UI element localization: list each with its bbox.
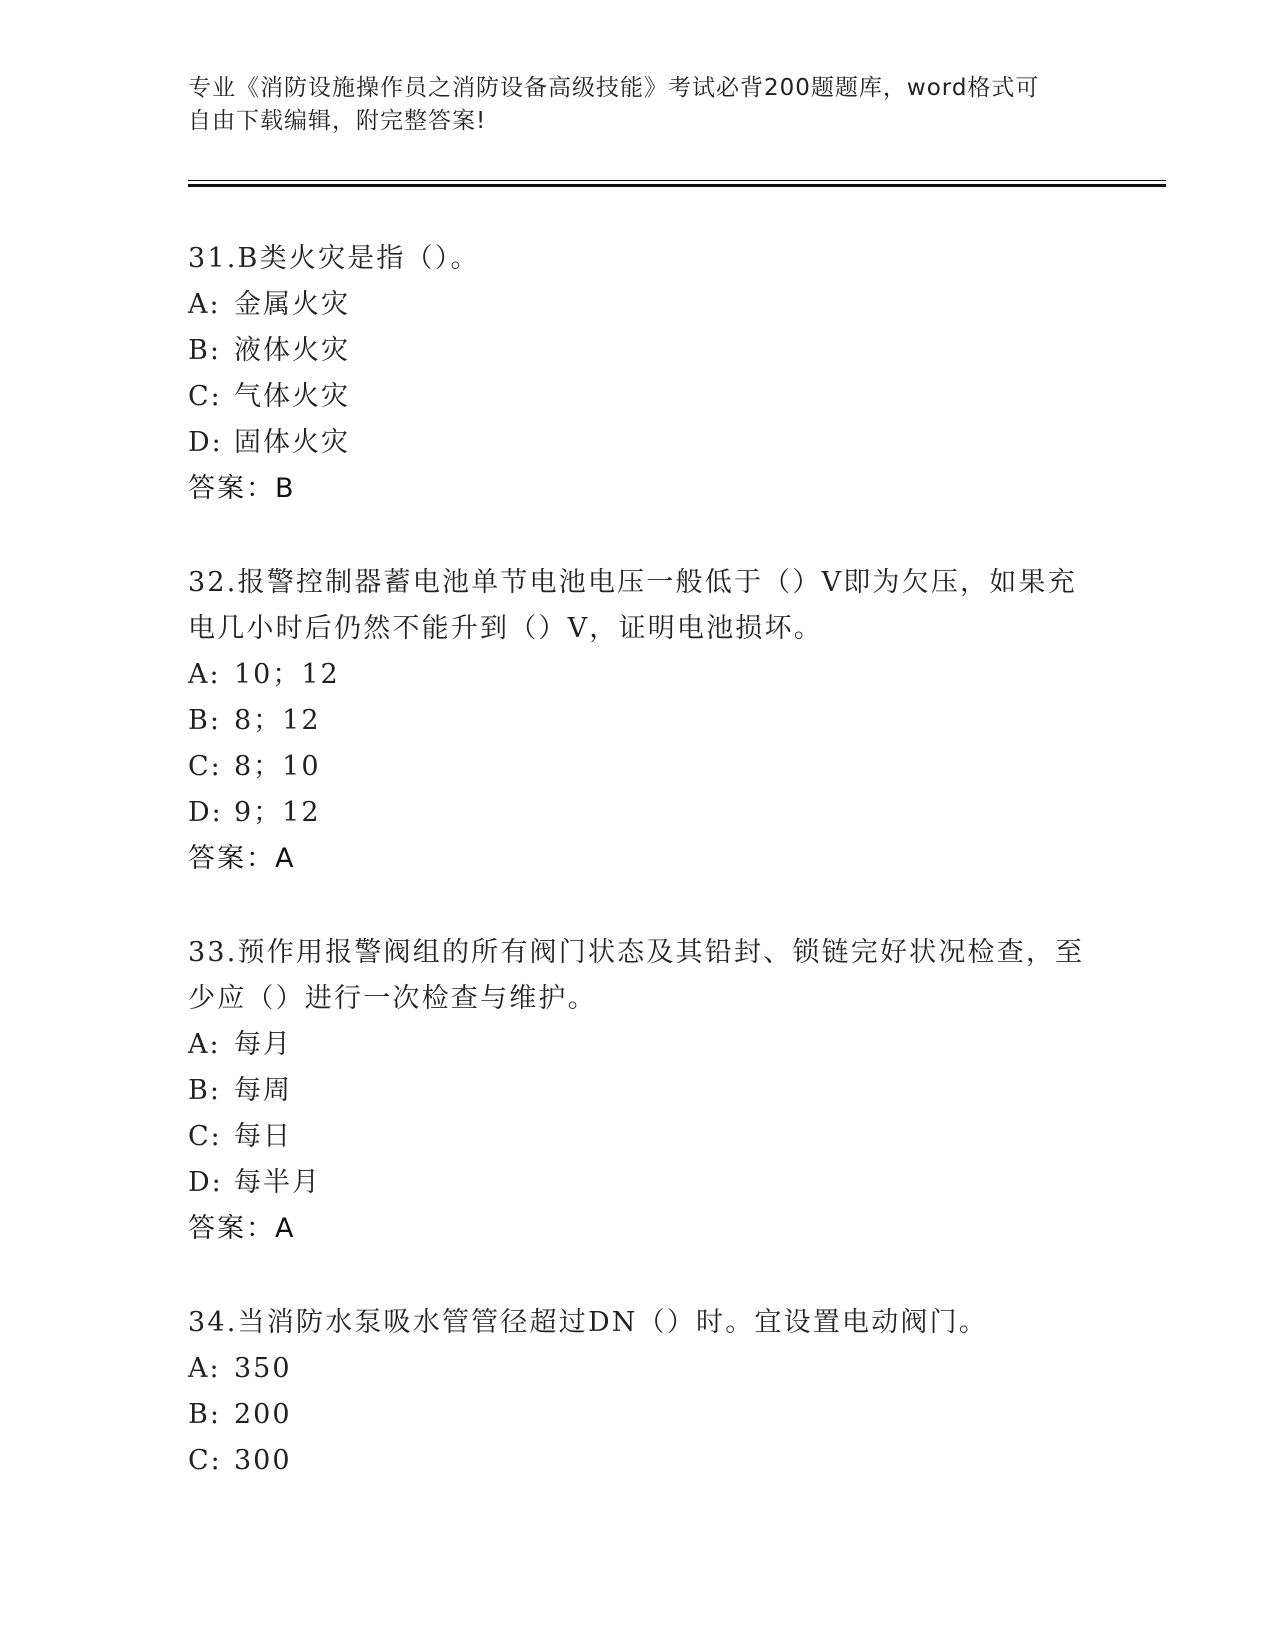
question-31 [188, 236, 1108, 512]
option-text: 200 [234, 1399, 292, 1430]
option-text: 300 [234, 1445, 292, 1476]
option-c [188, 744, 1108, 790]
option-a [188, 652, 1108, 698]
option-text: 金属火灾 [234, 289, 350, 320]
question-34 [188, 1300, 1108, 1484]
option-b [188, 1392, 1108, 1438]
answer-line: 答案：B [188, 473, 296, 504]
header-divider-thick [188, 184, 1166, 187]
option-c [188, 374, 1108, 420]
question-32 [188, 560, 1108, 882]
question-33 [188, 930, 1108, 1252]
question-stem: 33.预作用报警阀组的所有阀门状态及其铅封、锁链完好状况检查，至 [188, 937, 1085, 968]
option-key: C: [188, 381, 222, 412]
option-text: 8；12 [234, 705, 321, 736]
answer-line: 答案：A [188, 843, 296, 874]
option-a [188, 1022, 1108, 1068]
option-c [188, 1114, 1108, 1160]
question-stem-continued: 少应（）进行一次检查与维护。 [188, 983, 597, 1014]
option-key: C: [188, 1121, 222, 1152]
header-line-2: 自由下载编辑，附完整答案! [188, 108, 487, 134]
option-text: 9；12 [234, 797, 321, 828]
question-stem: 34.当消防水泵吸水管管径超过DN（）时。宜设置电动阀门。 [188, 1307, 989, 1338]
question-list [188, 236, 1108, 1532]
option-key: A: [188, 659, 221, 690]
option-d [188, 420, 1108, 466]
question-stem-continued: 电几小时后仍然不能升到（）V，证明电池损坏。 [188, 613, 823, 644]
option-text: 固体火灾 [234, 427, 350, 458]
option-text: 每周 [234, 1075, 292, 1106]
question-stem: 32.报警控制器蓄电池单节电池电压一般低于（）V即为欠压，如果充 [188, 567, 1077, 598]
option-text: 每月 [234, 1029, 292, 1060]
option-text: 每日 [234, 1121, 292, 1152]
document-header [188, 72, 1088, 138]
option-key: B: [188, 335, 221, 366]
option-b [188, 698, 1108, 744]
header-line-1: 专业《消防设施操作员之消防设备高级技能》考试必背200题题库，word格式可 [188, 75, 1040, 101]
option-text: 气体火灾 [234, 381, 350, 412]
option-key: A: [188, 1029, 221, 1060]
option-key: D: [188, 427, 223, 458]
option-key: B: [188, 1075, 221, 1106]
question-stem: 31.B类火灾是指（）。 [188, 243, 480, 274]
option-key: C: [188, 1445, 222, 1476]
option-c [188, 1438, 1108, 1484]
option-text: 350 [234, 1353, 292, 1384]
option-key: C: [188, 751, 222, 782]
option-key: A: [188, 289, 221, 320]
header-divider-thin [188, 180, 1166, 181]
option-a [188, 282, 1108, 328]
option-key: D: [188, 1167, 223, 1198]
option-text: 10；12 [234, 659, 340, 690]
option-a [188, 1346, 1108, 1392]
option-b [188, 1068, 1108, 1114]
answer-line: 答案：A [188, 1213, 296, 1244]
option-key: B: [188, 1399, 221, 1430]
option-key: D: [188, 797, 223, 828]
option-d [188, 790, 1108, 836]
option-text: 8；10 [234, 751, 321, 782]
option-key: B: [188, 705, 221, 736]
option-key: A: [188, 1353, 221, 1384]
option-text: 液体火灾 [234, 335, 350, 366]
option-b [188, 328, 1108, 374]
option-text: 每半月 [234, 1167, 321, 1198]
option-d [188, 1160, 1108, 1206]
